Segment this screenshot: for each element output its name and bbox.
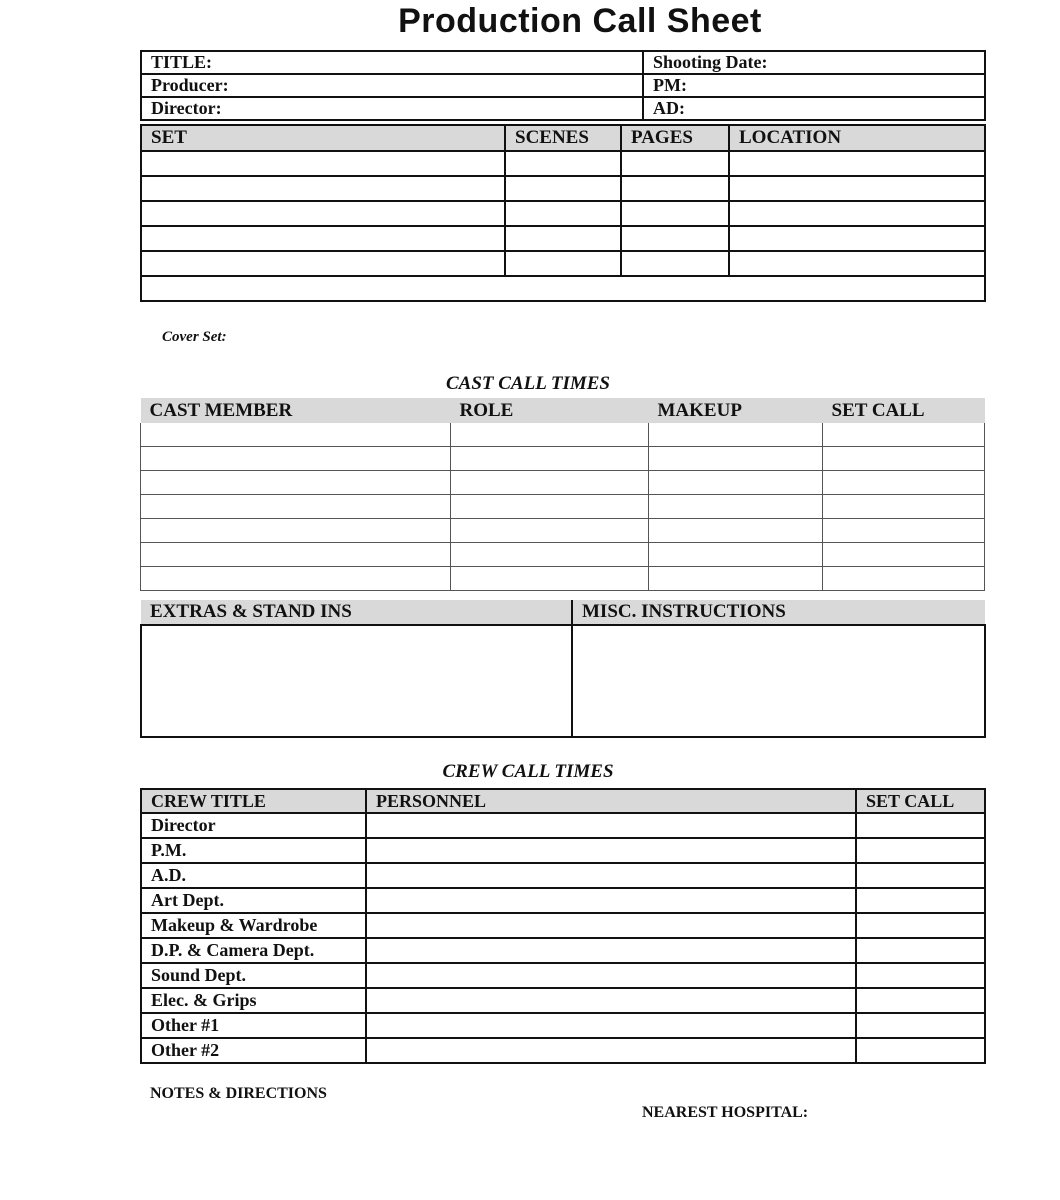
cover-set-label: Cover Set:: [162, 329, 227, 345]
cast-row: [141, 423, 985, 447]
misc-instructions-header: MISC. INSTRUCTIONS: [572, 600, 985, 625]
set-row: [141, 201, 985, 226]
set-notes-row: [141, 276, 985, 301]
location-cell[interactable]: [729, 226, 985, 251]
extras-misc-table: [140, 600, 986, 738]
location-cell[interactable]: [729, 151, 985, 176]
cast-member-cell[interactable]: [141, 519, 451, 543]
personnel-cell[interactable]: [366, 888, 856, 913]
crew-row: [141, 888, 985, 913]
crew-row: [141, 913, 985, 938]
cast-row: [141, 567, 985, 591]
set-row: [141, 251, 985, 276]
pages-cell[interactable]: [621, 251, 729, 276]
set-call-cell[interactable]: [823, 543, 985, 567]
crew-title-cell: Art Dept.: [141, 888, 366, 913]
scenes-cell[interactable]: [505, 151, 621, 176]
crew-table: [140, 788, 986, 1064]
set-cell[interactable]: [141, 151, 505, 176]
cast-row: [141, 447, 985, 471]
cast-row: [141, 543, 985, 567]
pages-cell[interactable]: [621, 201, 729, 226]
crew-row: [141, 863, 985, 888]
cast-call-times-heading: CAST CALL TIMES: [445, 373, 610, 394]
page-title: Production Call Sheet: [398, 2, 762, 40]
location-cell[interactable]: [729, 176, 985, 201]
crew-row: [141, 813, 985, 838]
set-call-cell[interactable]: [856, 963, 985, 988]
crew-row: [141, 963, 985, 988]
cast-member-cell[interactable]: [141, 495, 451, 519]
set-call-cell[interactable]: [856, 988, 985, 1013]
cast-member-column-header: CAST MEMBER: [149, 399, 293, 421]
set-call-cell[interactable]: [823, 495, 985, 519]
crew-row: [141, 1038, 985, 1063]
set-call-cell[interactable]: [823, 471, 985, 495]
set-call-cell[interactable]: [856, 838, 985, 863]
extras-stand-ins-header: EXTRAS & STAND INS: [141, 600, 572, 625]
set-table: [140, 124, 986, 302]
role-cell[interactable]: [451, 447, 649, 471]
nearest-hospital-label: NEAREST HOSPITAL:: [642, 1104, 809, 1121]
role-cell[interactable]: [451, 519, 649, 543]
crew-row: [141, 838, 985, 863]
set-row: [141, 176, 985, 201]
extras-stand-ins-area[interactable]: [141, 625, 572, 737]
makeup-column-header: MAKEUP: [657, 399, 742, 421]
cast-row: [141, 471, 985, 495]
personnel-cell[interactable]: [366, 813, 856, 838]
set-notes-cell[interactable]: [141, 276, 985, 301]
personnel-cell[interactable]: [366, 838, 856, 863]
personnel-cell[interactable]: [366, 1013, 856, 1038]
crew-row: [141, 1013, 985, 1038]
personnel-cell[interactable]: [366, 863, 856, 888]
set-call-cell[interactable]: [856, 1013, 985, 1038]
personnel-cell[interactable]: [366, 913, 856, 938]
cast-member-cell[interactable]: [141, 471, 451, 495]
cast-member-cell[interactable]: [141, 543, 451, 567]
location-column-header: LOCATION: [729, 125, 985, 151]
role-column-header: ROLE: [459, 399, 514, 421]
scenes-column-header: SCENES: [505, 125, 621, 151]
crew-row: [141, 988, 985, 1013]
personnel-column-header: PERSONNEL: [366, 789, 856, 813]
location-cell[interactable]: [729, 201, 985, 226]
role-cell[interactable]: [451, 495, 649, 519]
scenes-cell[interactable]: [505, 201, 621, 226]
set-call-column-header: SET CALL: [831, 399, 925, 421]
role-cell[interactable]: [451, 567, 649, 591]
makeup-cell[interactable]: [649, 519, 823, 543]
title-field[interactable]: TITLE:: [141, 51, 643, 74]
crew-title-cell: Makeup & Wardrobe: [141, 913, 366, 938]
set-row: [141, 151, 985, 176]
personnel-cell[interactable]: [366, 988, 856, 1013]
cast-member-cell[interactable]: [141, 447, 451, 471]
makeup-cell[interactable]: [649, 543, 823, 567]
crew-title-cell: Elec. & Grips: [141, 988, 366, 1013]
set-call-cell[interactable]: [823, 567, 985, 591]
set-call-cell[interactable]: [823, 519, 985, 543]
role-cell[interactable]: [451, 471, 649, 495]
makeup-cell[interactable]: [649, 471, 823, 495]
set-call-cell[interactable]: [856, 938, 985, 963]
pages-cell[interactable]: [621, 226, 729, 251]
set-cell[interactable]: [141, 201, 505, 226]
personnel-cell[interactable]: [366, 1038, 856, 1063]
personnel-cell[interactable]: [366, 938, 856, 963]
director-field[interactable]: Director:: [141, 97, 643, 120]
pages-column-header: PAGES: [621, 125, 729, 151]
pages-cell[interactable]: [621, 176, 729, 201]
pm-field[interactable]: PM:: [643, 74, 985, 97]
crew-title-cell: P.M.: [141, 838, 366, 863]
set-column-header: SET: [141, 125, 505, 151]
crew-title-cell: Other #2: [141, 1038, 366, 1063]
notes-directions-label: NOTES & DIRECTIONS: [150, 1085, 327, 1102]
crew-set-call-column-header: SET CALL: [856, 789, 985, 813]
ad-field[interactable]: AD:: [643, 97, 985, 120]
makeup-cell[interactable]: [649, 495, 823, 519]
crew-call-times-heading: CREW CALL TIMES: [442, 761, 614, 782]
set-call-cell[interactable]: [856, 913, 985, 938]
header-info-table: [140, 50, 986, 121]
set-call-cell[interactable]: [823, 423, 985, 447]
set-row: [141, 226, 985, 251]
producer-field[interactable]: Producer:: [141, 74, 643, 97]
cast-member-cell[interactable]: [141, 567, 451, 591]
cast-row: [141, 519, 985, 543]
location-cell[interactable]: [729, 251, 985, 276]
pages-cell[interactable]: [621, 151, 729, 176]
cast-member-cell[interactable]: [141, 423, 451, 447]
set-call-cell[interactable]: [856, 863, 985, 888]
scenes-cell[interactable]: [505, 226, 621, 251]
crew-title-cell: D.P. & Camera Dept.: [141, 938, 366, 963]
role-cell[interactable]: [451, 543, 649, 567]
cast-row: [141, 495, 985, 519]
makeup-cell[interactable]: [649, 567, 823, 591]
set-call-cell[interactable]: [856, 813, 985, 838]
crew-title-cell: Other #1: [141, 1013, 366, 1038]
cast-table: [140, 398, 985, 591]
scenes-cell[interactable]: [505, 251, 621, 276]
crew-row: [141, 938, 985, 963]
crew-title-cell: Director: [141, 813, 366, 838]
makeup-cell[interactable]: [649, 423, 823, 447]
scenes-cell[interactable]: [505, 176, 621, 201]
set-call-cell[interactable]: [856, 888, 985, 913]
set-call-cell[interactable]: [823, 447, 985, 471]
shooting-date-field[interactable]: Shooting Date:: [643, 51, 985, 74]
set-cell[interactable]: [141, 176, 505, 201]
misc-instructions-area[interactable]: [572, 625, 985, 737]
crew-title-column-header: CREW TITLE: [141, 789, 366, 813]
makeup-cell[interactable]: [649, 447, 823, 471]
set-cell[interactable]: [141, 226, 505, 251]
personnel-cell[interactable]: [366, 963, 856, 988]
role-cell[interactable]: [451, 423, 649, 447]
set-call-cell[interactable]: [856, 1038, 985, 1063]
crew-title-cell: A.D.: [141, 863, 366, 888]
set-cell[interactable]: [141, 251, 505, 276]
crew-title-cell: Sound Dept.: [141, 963, 366, 988]
